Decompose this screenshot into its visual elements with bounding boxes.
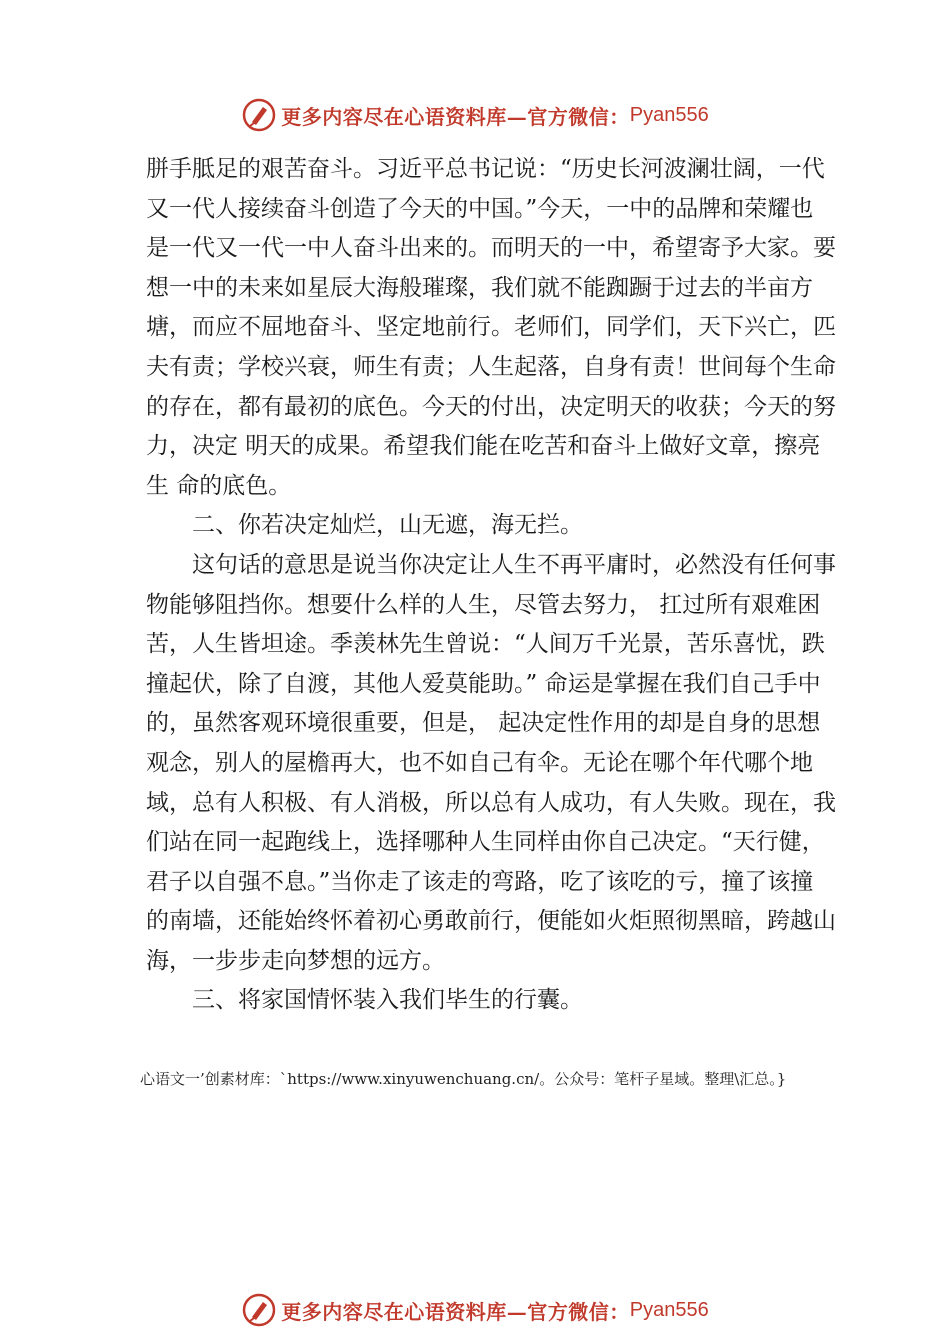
watermark-wechat-id: Pyan556 (629, 103, 709, 126)
watermark-text: 更多内容尽在心语资料库—官方微信： (281, 1299, 630, 1324)
header-watermark (0, 95, 950, 135)
section-heading-3: 三、将家国情怀装入我们毕生的行囊。 (192, 987, 583, 1014)
footer-watermark (0, 1290, 950, 1330)
watermark-text: 更多内容尽在心语资料库—官方微信： (281, 104, 630, 129)
pen-nib-seal-icon (241, 97, 277, 133)
paragraph-continued: 胼手胝足的艰苦奋斗。习近平总书记说：“历史长河波澜壮阔，一代又一代人接续奋斗创造了今天的中国。”今天，一中的品牌和荣耀也是一代又一代一中人奋斗出来的。而明天的一中，希望寄予大家。要想一中的未来如星辰大海般璀璨，我们就不能踟蹰于过去的半亩方塘，而应不屈地奋斗、坚定地前行。老师们，同学们，天下兴亡，匹夫有责；学校兴衰，师生有责；人生起落，自身有责！世间每个生命的存在，都有最初的底色。今天的付出，决定明天的收获；今天的努力，决定 明天的成果。希望我们能在吃苦和奋斗上做好文章，擦亮生 命的底色。 (146, 156, 836, 499)
paragraph-section-2: 这句话的意思是说当你决定让人生不再平庸时，必然没有任何事物能够阻挡你。想要什么样的人生，尽管去努力， 扛过所有艰难困苦，人生皆坦途。季羡林先生曾说：“人间万千光景，苦乐喜忧，跌撞起伏，除了自渡，其他人爱莫能助。” 命运是掌握在我们自己手中的，虽然客观环境很重要，但是， 起决定性作用的却是自身的思想观念，别人的屋檐再大，也不如自己有伞。无论在哪个年代哪个地域，总有人积极、有人消极，所以总有人成功，有人失败。现在，我们站在同一起跑线上，选择哪种人生同样由你自己决定。“天行健，君子以自强不息。”当你走了该走的弯路，吃了该吃的亏，撞了该撞的南墙，还能始终怀着初心勇敢前行，便能如火炬照彻黑暗，跨越山海，一步步走向梦想的远方。 (146, 551, 836, 974)
section-heading-2: 二、你若决定灿烂，山无遮，海无拦。 (192, 512, 583, 539)
source-footnote: 心语文一’创素材库：`https://www.xinyuwenchuang.cn/。公众号：笔杆子星域。整理\汇总。} (140, 1070, 787, 1088)
pen-nib-seal-icon (241, 1292, 277, 1328)
document-body (146, 150, 836, 1021)
watermark-wechat-id: Pyan556 (629, 1298, 709, 1321)
